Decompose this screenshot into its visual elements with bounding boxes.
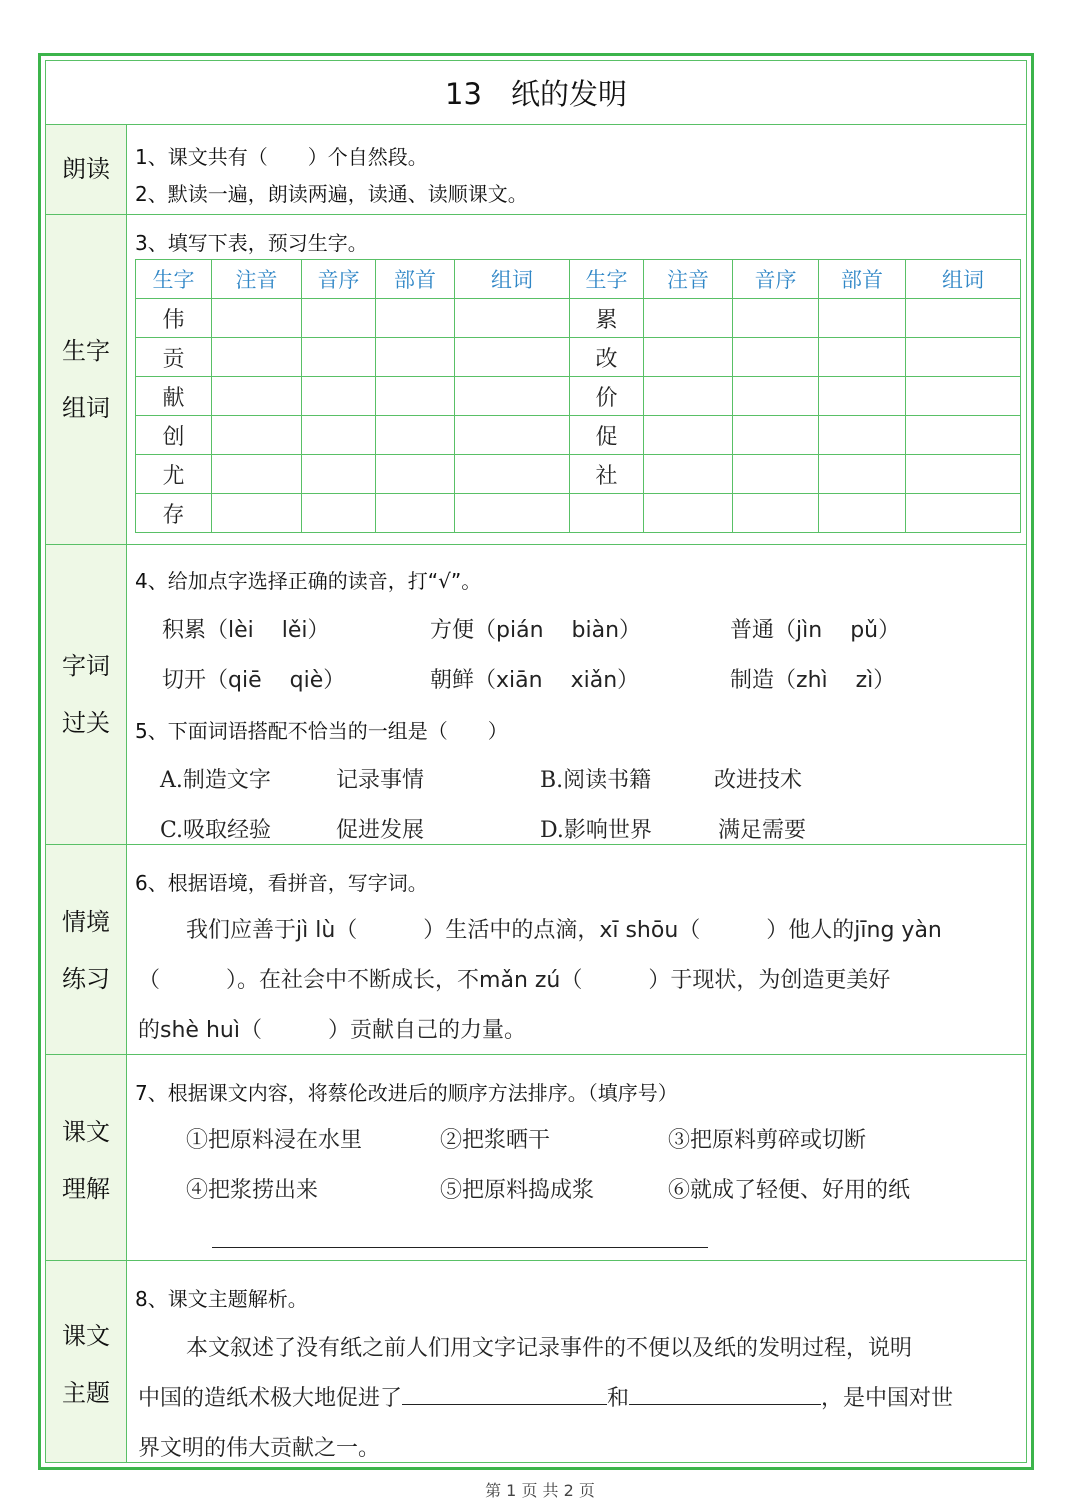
- blank-cell[interactable]: [906, 416, 1021, 455]
- q8-blank-1[interactable]: [402, 1404, 607, 1405]
- section-label-reading: 朗读: [62, 155, 110, 183]
- q5-option-b2: 改进技术: [714, 768, 803, 793]
- blank-cell[interactable]: [376, 338, 455, 377]
- blank-cell[interactable]: [302, 377, 376, 416]
- divider: [46, 124, 1026, 125]
- divider: [46, 844, 1026, 845]
- blank-cell[interactable]: [819, 377, 906, 416]
- blank-cell[interactable]: [644, 494, 733, 533]
- blank-cell[interactable]: [212, 338, 302, 377]
- question-7: 7、根据课文内容，将蔡伦改进后的顺序方法排序。（填序号）: [135, 1081, 678, 1105]
- blank-cell[interactable]: [212, 416, 302, 455]
- page-title: 13 纸的发明: [445, 77, 627, 111]
- char-cell: 促: [570, 416, 644, 455]
- section-label-theme-2: 主题: [62, 1379, 110, 1407]
- blank-cell[interactable]: [212, 494, 302, 533]
- table-header: 生字: [136, 260, 212, 299]
- q4-option[interactable]: qiē: [228, 668, 262, 693]
- blank-cell[interactable]: [906, 494, 1021, 533]
- q5-option-d1[interactable]: D.影响世界: [540, 818, 652, 843]
- divider: [46, 544, 1026, 545]
- blank-cell[interactable]: [819, 416, 906, 455]
- q4-option[interactable]: xiān: [496, 668, 543, 693]
- blank-cell[interactable]: [302, 299, 376, 338]
- question-1: 1、课文共有（ ）个自然段。: [135, 145, 428, 169]
- q7-step: ⑤把原料捣成浆: [440, 1178, 595, 1203]
- blank-cell[interactable]: [819, 494, 906, 533]
- q4-item: 普通（jìn pǔ）: [730, 618, 901, 643]
- divider: [46, 1260, 1026, 1261]
- blank-cell[interactable]: [644, 455, 733, 494]
- q4-option[interactable]: lěi: [281, 618, 308, 643]
- q5-option-c1[interactable]: C.吸取经验: [160, 818, 272, 843]
- q4-option[interactable]: zhì: [796, 668, 828, 693]
- page-footer: 第 1 页 共 2 页: [485, 1481, 595, 1500]
- blank-cell[interactable]: [455, 416, 570, 455]
- q7-step: ③把原料剪碎或切断: [668, 1128, 867, 1153]
- q7-step: ②把浆晒干: [440, 1128, 551, 1153]
- table-row: [136, 338, 1021, 377]
- table-header: 部首: [819, 260, 906, 299]
- blank-cell[interactable]: [819, 338, 906, 377]
- q4-option[interactable]: xiǎn: [570, 668, 618, 693]
- q4-option[interactable]: lèi: [228, 618, 254, 643]
- char-cell: 存: [136, 494, 212, 533]
- table-header: 组词: [455, 260, 570, 299]
- char-cell: 价: [570, 377, 644, 416]
- q4-word: 积累: [162, 618, 207, 643]
- section-label-words-2: 过关: [62, 709, 110, 737]
- q5-option-a2: 记录事情: [336, 768, 425, 793]
- blank-cell[interactable]: [212, 455, 302, 494]
- q5-option-c2: 促进发展: [336, 818, 425, 843]
- table-row: [136, 455, 1021, 494]
- blank-cell[interactable]: [906, 299, 1021, 338]
- blank-cell[interactable]: [644, 416, 733, 455]
- char-cell: 创: [136, 416, 212, 455]
- q5-option-b1[interactable]: B.阅读书籍: [540, 768, 652, 793]
- q6-line-1: 我们应善于jì lù（ ）生活中的点滴，xī shōu（ ）他人的jīng yàn: [186, 918, 942, 943]
- blank-cell[interactable]: [302, 494, 376, 533]
- table-header: 注音: [644, 260, 733, 299]
- blank-cell[interactable]: [376, 455, 455, 494]
- table-row: [136, 494, 1021, 533]
- q4-word: 制造: [730, 668, 775, 693]
- blank-cell[interactable]: [644, 377, 733, 416]
- section-label-words-1: 字词: [62, 652, 110, 680]
- q4-option[interactable]: pián: [496, 618, 544, 643]
- blank-cell[interactable]: [733, 455, 819, 494]
- blank-cell[interactable]: [906, 338, 1021, 377]
- q8-line-1: 本文叙述了没有纸之前人们用文字记录事件的不便以及纸的发明过程，说明: [186, 1336, 913, 1361]
- blank-cell[interactable]: [302, 338, 376, 377]
- blank-cell[interactable]: [455, 338, 570, 377]
- q7-answer-line[interactable]: [212, 1247, 708, 1248]
- blank-cell[interactable]: [376, 299, 455, 338]
- divider: [46, 214, 1026, 215]
- question-6: 6、根据语境，看拼音，写字词。: [135, 871, 428, 895]
- table-header: 部首: [376, 260, 455, 299]
- column-divider: [126, 124, 127, 1462]
- char-cell: 改: [570, 338, 644, 377]
- q4-word: 普通: [730, 618, 775, 643]
- blank-cell[interactable]: [733, 338, 819, 377]
- table-header: 组词: [906, 260, 1021, 299]
- char-cell: 献: [136, 377, 212, 416]
- q4-option[interactable]: biàn: [571, 618, 620, 643]
- worksheet-inner-frame: [45, 60, 1027, 1463]
- q8-line-2: 中国的造纸术极大地促进了 和 ，是中国对世: [138, 1386, 954, 1411]
- worksheet-frame: [38, 53, 1034, 1470]
- q4-item: 切开（qiē qiè）: [162, 668, 346, 693]
- question-3: 3、填写下表，预习生字。: [135, 231, 368, 255]
- section-label-newchars-1: 生字: [62, 337, 110, 365]
- question-2: 2、默读一遍，朗读两遍，读通、读顺课文。: [135, 182, 528, 206]
- q4-option[interactable]: qiè: [289, 668, 324, 693]
- blank-cell[interactable]: [376, 416, 455, 455]
- question-4: 4、给加点字选择正确的读音，打“√”。: [135, 569, 482, 593]
- table-header: 注音: [212, 260, 302, 299]
- q4-item: 积累（lèi lěi）: [162, 618, 330, 643]
- blank-cell[interactable]: [644, 338, 733, 377]
- q4-word: 朝鲜: [430, 668, 475, 693]
- blank-cell[interactable]: [733, 377, 819, 416]
- section-label-context-1: 情境: [62, 908, 110, 936]
- section-label-comprehension-2: 理解: [62, 1175, 110, 1203]
- table-header: 生字: [570, 260, 644, 299]
- char-cell: [570, 494, 644, 533]
- q7-step: ⑥就成了轻便、好用的纸: [668, 1178, 911, 1203]
- q8-blank-2[interactable]: [629, 1404, 821, 1405]
- char-cell: 尤: [136, 455, 212, 494]
- q6-line-3: 的shè huì（ ）贡献自己的力量。: [138, 1018, 526, 1043]
- q7-step: ④把浆捞出来: [186, 1178, 319, 1203]
- q6-line-2: （ ）。在社会中不断成长，不mǎn zú（ ）于现状，为创造更美好: [138, 968, 891, 993]
- table-row: [136, 416, 1021, 455]
- blank-cell[interactable]: [644, 299, 733, 338]
- blank-cell[interactable]: [455, 455, 570, 494]
- blank-cell[interactable]: [906, 377, 1021, 416]
- q8-line-3: 界文明的伟大贡献之一。: [138, 1436, 381, 1461]
- blank-cell[interactable]: [376, 377, 455, 416]
- divider: [46, 1054, 1026, 1055]
- blank-cell[interactable]: [733, 299, 819, 338]
- char-cell: 伟: [136, 299, 212, 338]
- q4-option[interactable]: zì: [855, 668, 874, 693]
- blank-cell[interactable]: [455, 299, 570, 338]
- q5-option-a1[interactable]: A.制造文字: [160, 768, 271, 793]
- char-table: [135, 259, 1021, 533]
- blank-cell[interactable]: [906, 455, 1021, 494]
- blank-cell[interactable]: [212, 299, 302, 338]
- q4-option[interactable]: pǔ: [850, 618, 879, 643]
- table-header: 音序: [733, 260, 819, 299]
- q7-step: ①把原料浸在水里: [186, 1128, 363, 1153]
- blank-cell[interactable]: [376, 494, 455, 533]
- section-label-comprehension-1: 课文: [62, 1118, 110, 1146]
- q4-option[interactable]: jìn: [796, 618, 823, 643]
- char-cell: 社: [570, 455, 644, 494]
- q4-item: 方便（pián biàn）: [430, 618, 642, 643]
- q4-item: 朝鲜（xiān xiǎn）: [430, 668, 640, 693]
- table-row: [136, 377, 1021, 416]
- question-5: 5、下面词语搭配不恰当的一组是（ ）: [135, 719, 508, 743]
- char-cell: 贡: [136, 338, 212, 377]
- blank-cell[interactable]: [733, 416, 819, 455]
- blank-cell[interactable]: [733, 494, 819, 533]
- blank-cell[interactable]: [819, 455, 906, 494]
- q4-word: 方便: [430, 618, 475, 643]
- table-row: [136, 299, 1021, 338]
- section-label-newchars-2: 组词: [62, 394, 110, 422]
- table-header-row: [136, 260, 1021, 299]
- blank-cell[interactable]: [302, 416, 376, 455]
- blank-cell[interactable]: [212, 377, 302, 416]
- q5-option-d2: 满足需要: [718, 818, 807, 843]
- section-label-theme-1: 课文: [62, 1322, 110, 1350]
- blank-cell[interactable]: [819, 299, 906, 338]
- q4-item: 制造（zhì zì）: [730, 668, 896, 693]
- table-header: 音序: [302, 260, 376, 299]
- char-cell: 累: [570, 299, 644, 338]
- blank-cell[interactable]: [455, 494, 570, 533]
- blank-cell[interactable]: [455, 377, 570, 416]
- blank-cell[interactable]: [302, 455, 376, 494]
- section-label-context-2: 练习: [62, 965, 110, 993]
- q4-word: 切开: [162, 668, 207, 693]
- question-8: 8、课文主题解析。: [135, 1287, 308, 1311]
